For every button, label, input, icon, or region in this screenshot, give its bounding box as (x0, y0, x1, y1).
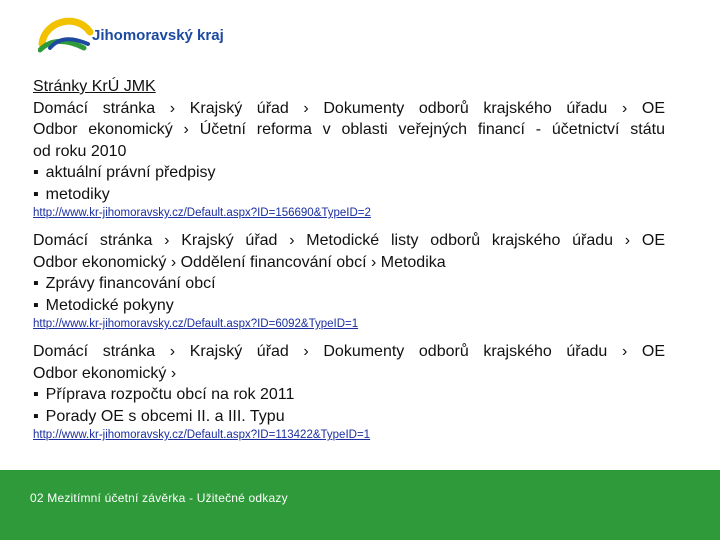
links-block-3 (33, 341, 665, 442)
main-content (33, 76, 665, 442)
breadcrumb-line: Odbor ekonomický › Účetní reforma v oblasti veřejných financí - účetnictví státu (33, 121, 665, 138)
url-link[interactable]: http://www.kr-jihomoravsky.cz/Default.aspx?ID=6092&TypeID=1 (33, 318, 359, 330)
breadcrumb-line: Domácí stránka › Krajský úřad › Dokumenty odborů krajského úřadu › OE (33, 99, 665, 117)
list-item: ▪ metodiky (33, 184, 665, 206)
list-item: ▪ aktuální právní předpisy (33, 162, 665, 184)
brand-name: Jihomoravský kraj (92, 27, 224, 44)
breadcrumb-line: Domácí stránka › Krajský úřad › Dokumenty odborů krajského úřadu › OE (33, 343, 665, 360)
list-item: ▪ Porady OE s obcemi II. a III. Typu (33, 406, 665, 428)
url-link[interactable]: http://www.kr-jihomoravsky.cz/Default.aspx?ID=156690&TypeID=2 (33, 207, 371, 219)
breadcrumb-line: od roku 2010 (33, 142, 127, 160)
page-title[interactable]: Stránky KrÚ JMK (33, 78, 156, 95)
footer-bar (0, 470, 720, 540)
url-link[interactable]: http://www.kr-jihomoravsky.cz/Default.aspx?ID=113422&TypeID=1 (33, 429, 371, 441)
list-item: ▪ Příprava rozpočtu obcí na rok 2011 (33, 384, 665, 406)
jihomoravsky-kraj-logo (38, 14, 98, 56)
list-item: ▪ Zprávy financování obcí (33, 273, 665, 295)
breadcrumb-line: Odbor ekonomický › (33, 364, 177, 382)
header (0, 0, 720, 72)
footer-title: 02 Mezitímní účetní závěrka - Užitečné odkazy (30, 491, 288, 505)
links-block-1 (33, 76, 665, 220)
links-block-2 (33, 230, 665, 331)
breadcrumb-line: Odbor ekonomický › Oddělení financování obcí › Metodika (33, 253, 446, 271)
breadcrumb-line: Domácí stránka › Krajský úřad › Metodické listy odborů krajského úřadu › OE (33, 232, 665, 249)
list-item: ▪ Metodické pokyny (33, 295, 665, 317)
